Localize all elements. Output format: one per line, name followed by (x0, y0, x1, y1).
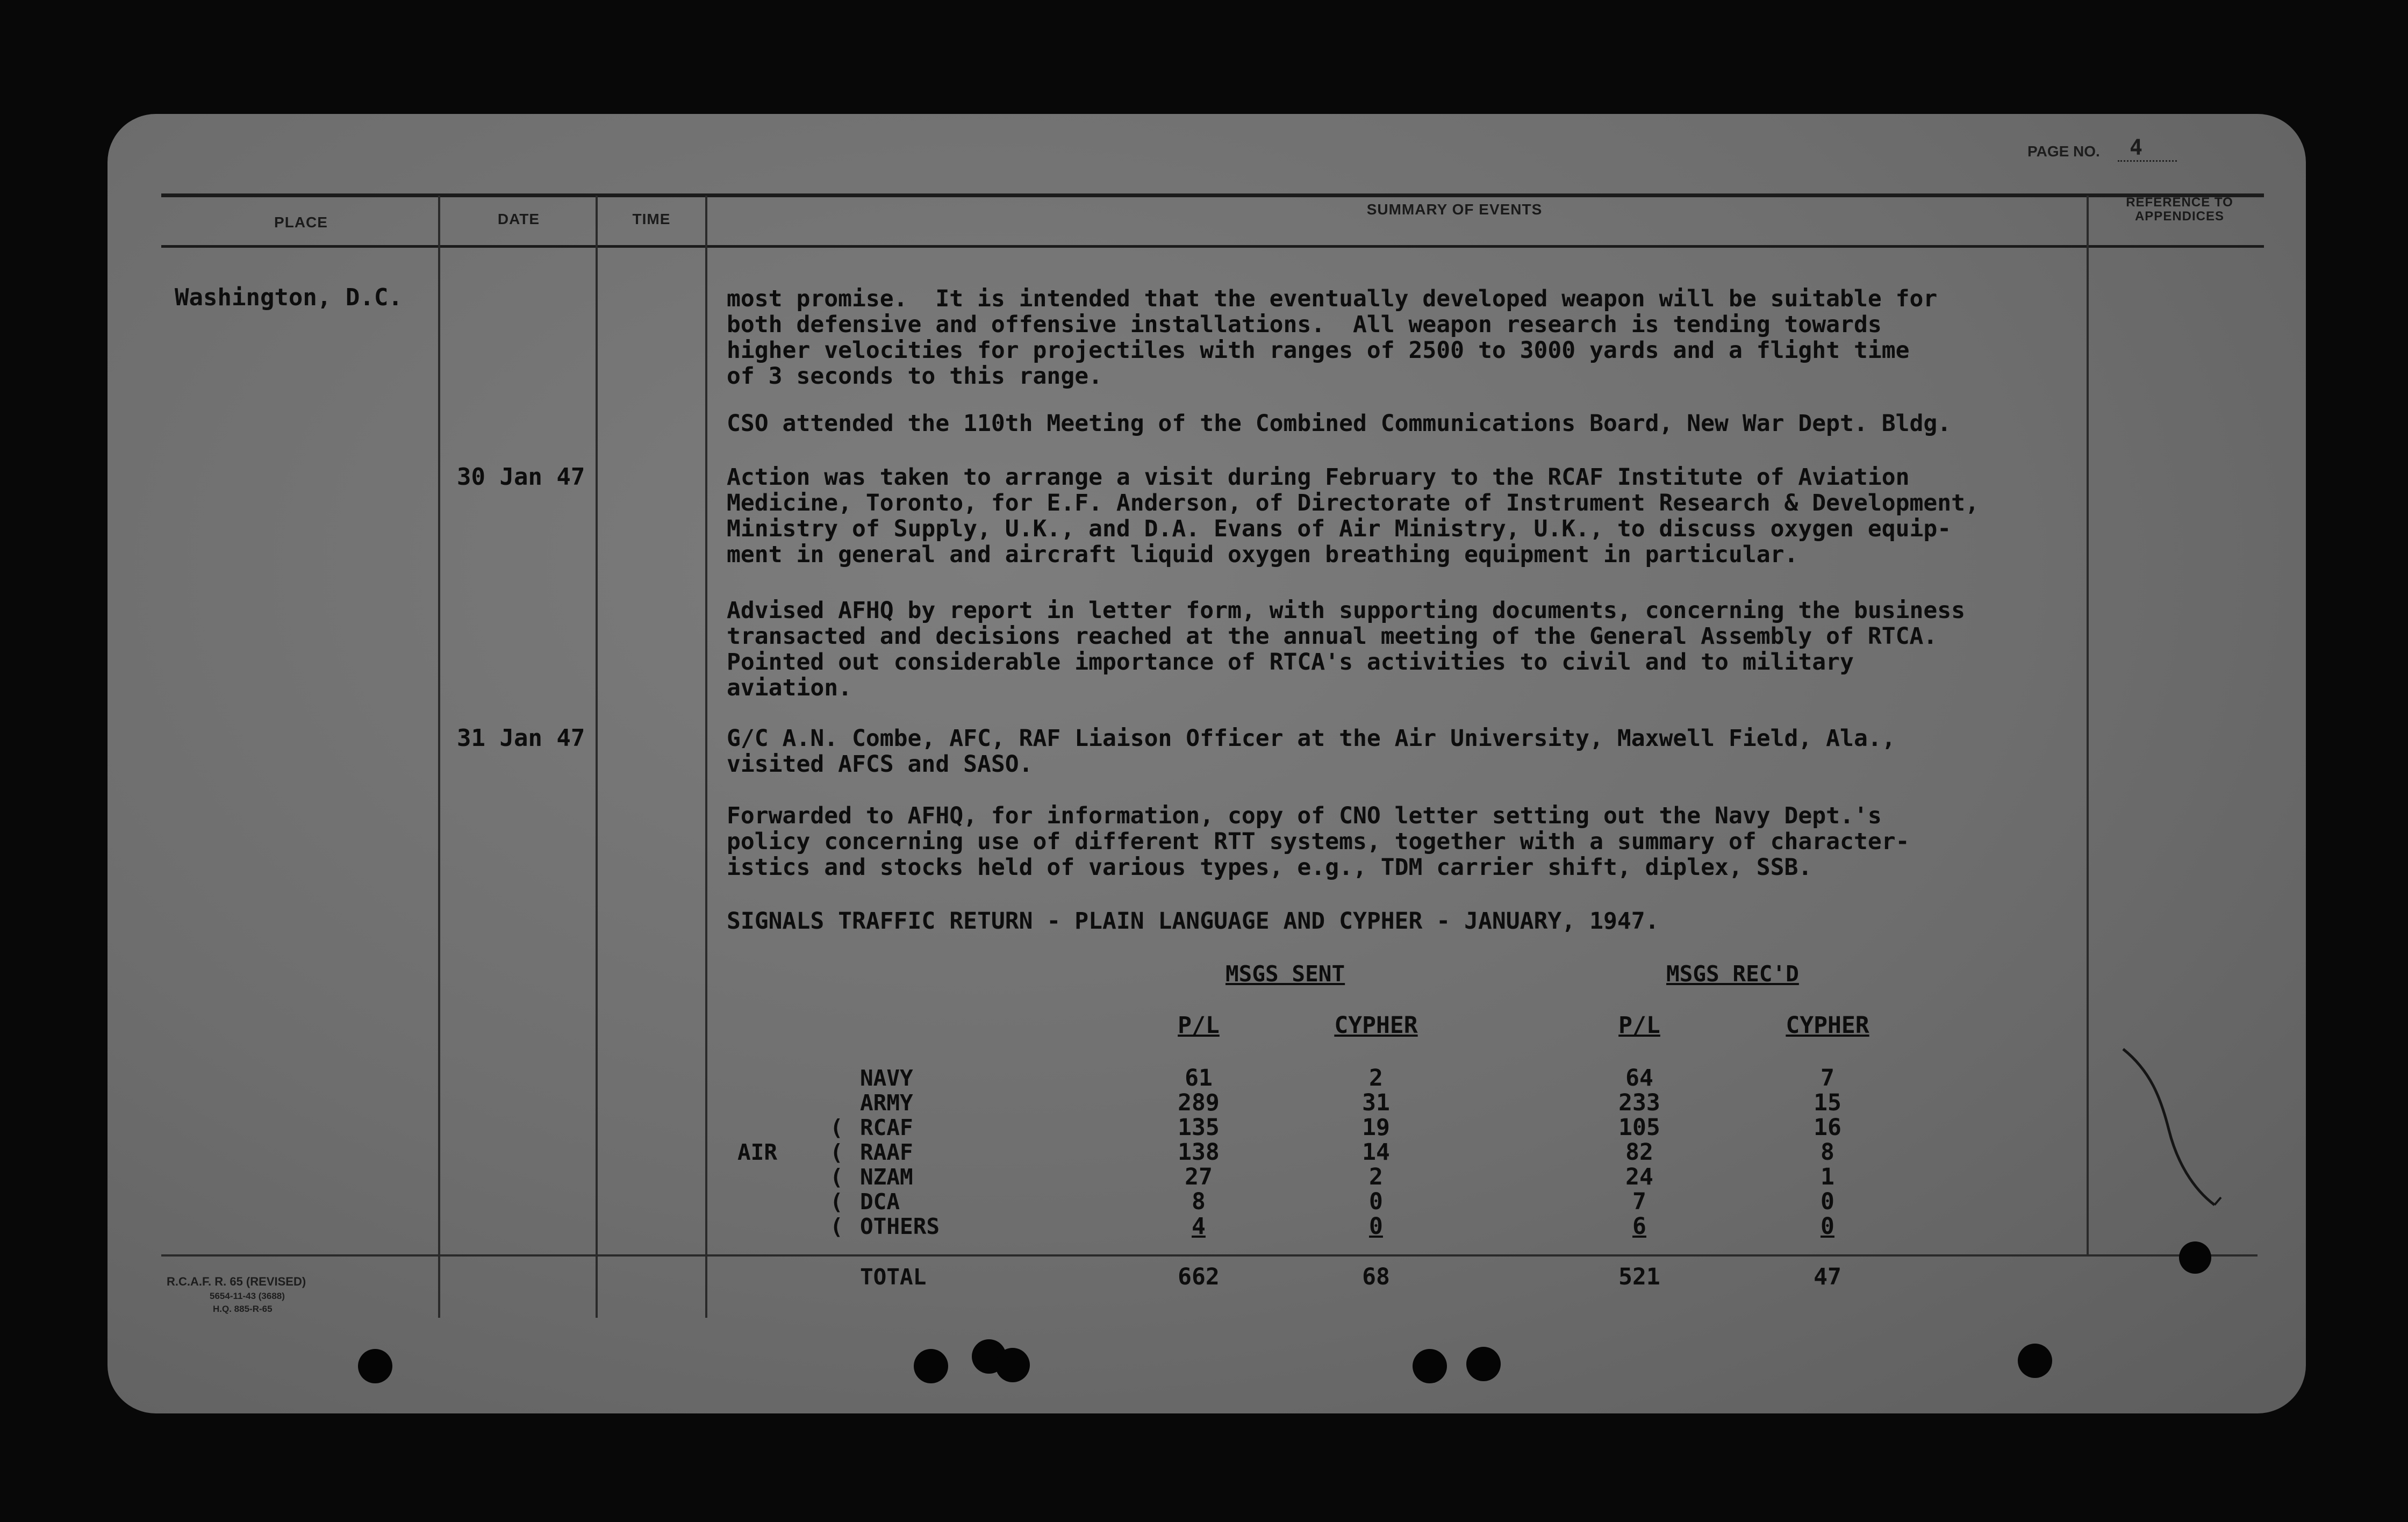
total-recd-pl: 521 (1618, 1263, 1660, 1290)
text-line: Medicine, Toronto, for E.F. Anderson, of Directorate of Instrument Research & Development, (727, 490, 1979, 516)
header-summary: SUMMARY OF EVENTS (1366, 201, 1543, 218)
punch-hole (358, 1349, 392, 1383)
row-label: OTHERS (860, 1214, 940, 1239)
col-sent-pl: P/L (1178, 1012, 1220, 1039)
paragraph-cno-letter (727, 803, 2146, 880)
total-sent-cypher: 68 (1362, 1263, 1390, 1290)
row-label: RAAF (860, 1139, 913, 1165)
form-id-line-2: 5654-11-43 (3688) (210, 1291, 285, 1301)
sent-cypher-value: 14 (1362, 1139, 1390, 1166)
sent-pl-value: 8 (1192, 1188, 1206, 1215)
recd-cypher-value: 0 (1821, 1213, 1834, 1240)
text-line: of 3 seconds to this range. (727, 363, 1102, 390)
place-washington: Washington, D.C. (175, 284, 403, 311)
sent-cypher-value: 2 (1369, 1065, 1383, 1092)
col-sent-cypher: CYPHER (1334, 1012, 1418, 1039)
header-date: DATE (497, 211, 540, 227)
total-recd-cypher: 47 (1814, 1263, 1841, 1290)
row-label: DCA (860, 1189, 900, 1215)
col-divider-date (596, 196, 598, 1318)
bleed-through-text (752, 211, 1141, 235)
page-number-label: PAGE NO. (2027, 143, 2100, 160)
row-label: NZAM (860, 1164, 913, 1190)
paragraph-weapon-research (727, 286, 2146, 389)
text-line: G/C A.N. Combe, AFC, RAF Liaison Officer at the Air University, Maxwell Field, Ala., (727, 725, 1896, 752)
text-line: ment in general and aircraft liquid oxygen breathing equipment in particular. (727, 541, 1798, 568)
recd-cypher-value: 1 (1821, 1164, 1834, 1190)
text-line: SIGNALS TRAFFIC RETURN - PLAIN LANGUAGE AND CYPHER - JANUARY, 1947. (727, 908, 1659, 935)
sent-pl-value: 27 (1185, 1164, 1213, 1190)
header-reference: REFERENCE TO APPENDICES (2126, 195, 2233, 224)
row-label: NAVY (860, 1065, 913, 1091)
recd-cypher-value: 15 (1814, 1089, 1841, 1116)
col-divider-time (705, 196, 707, 1318)
row-bracket: ( (830, 1164, 843, 1190)
form-id-line-3: H.Q. 885-R-65 (213, 1304, 273, 1314)
group-msgs-sent: MSGS SENT (1226, 961, 1345, 987)
sent-cypher-value: 2 (1369, 1164, 1383, 1190)
recd-pl-value: 24 (1625, 1164, 1653, 1190)
punch-hole (2179, 1241, 2211, 1274)
header-top-rule (161, 193, 2264, 197)
paragraph-combe-visit (727, 726, 2146, 777)
text-line: Advised AFHQ by report in letter form, with supporting documents, concerning the business (727, 597, 1966, 624)
recd-cypher-value: 0 (1821, 1188, 1834, 1215)
punch-hole (914, 1349, 948, 1383)
recd-pl-value: 64 (1625, 1065, 1653, 1092)
text-line: Pointed out considerable importance of RTCA's activities to civil and to military (727, 649, 1854, 676)
pencil-mark (2118, 1038, 2225, 1216)
text-line: higher velocities for projectiles with ranges of 2500 to 3000 yards and a flight time (727, 337, 1910, 364)
recd-pl-value: 82 (1625, 1139, 1653, 1166)
recd-cypher-value: 16 (1814, 1114, 1841, 1141)
recd-pl-value: 7 (1632, 1188, 1646, 1215)
header-place: PLACE (274, 214, 328, 231)
page-number-dotline (2118, 160, 2177, 162)
recd-cypher-value: 7 (1821, 1065, 1834, 1092)
text-line: istics and stocks held of various types, e.g., TDM carrier shift, diplex, SSB. (727, 854, 1812, 881)
recd-pl-value: 105 (1618, 1114, 1660, 1141)
header-bottom-rule (161, 245, 2264, 248)
sent-cypher-value: 0 (1369, 1213, 1383, 1240)
recd-pl-value: 233 (1618, 1089, 1660, 1116)
text-line: Action was taken to arrange a visit during February to the RCAF Institute of Aviation (727, 464, 1910, 491)
text-line: Forwarded to AFHQ, for information, copy of CNO letter setting out the Navy Dept.'s (727, 802, 1882, 829)
header-time: TIME (632, 211, 671, 227)
date-31-jan-47: 31 Jan 47 (457, 724, 585, 752)
sent-cypher-value: 31 (1362, 1089, 1390, 1116)
paragraph-traffic-heading (727, 908, 2146, 934)
group-msgs-recd: MSGS REC'D (1666, 961, 1799, 987)
text-line: most promise. It is intended that the eventually developed weapon will be suitable for (727, 285, 1938, 312)
col-recd-cypher: CYPHER (1786, 1012, 1869, 1039)
punch-hole (2018, 1344, 2052, 1378)
text-line: both defensive and offensive installations. All weapon research is tending towards (727, 311, 1882, 338)
footer-rule (161, 1254, 2258, 1257)
paragraph-rcaf-visit (727, 464, 2146, 568)
row-bracket: ( (830, 1189, 843, 1215)
date-30-jan-47: 30 Jan 47 (457, 463, 585, 491)
sent-cypher-value: 19 (1362, 1114, 1390, 1141)
punch-hole (995, 1348, 1030, 1382)
sent-cypher-value: 0 (1369, 1188, 1383, 1215)
row-bracket: ( (830, 1139, 843, 1165)
form-id-line-1: R.C.A.F. R. 65 (REVISED) (167, 1275, 306, 1288)
text-line: visited AFCS and SASO. (727, 751, 1033, 778)
sent-pl-value: 138 (1178, 1139, 1220, 1166)
sent-pl-value: 135 (1178, 1114, 1220, 1141)
punch-hole (1466, 1347, 1501, 1381)
total-label: TOTAL (860, 1264, 927, 1290)
text-line: aviation. (727, 674, 852, 701)
text-line: transacted and decisions reached at the annual meeting of the General Assembly of RTCA. (727, 623, 1938, 650)
text-line: CSO attended the 110th Meeting of the Combined Communications Board, New War Dept. Bldg. (727, 410, 1952, 437)
col-divider-place (438, 196, 440, 1318)
recd-pl-value: 6 (1632, 1213, 1646, 1240)
sent-pl-value: 4 (1192, 1213, 1206, 1240)
text-line: Ministry of Supply, U.K., and D.A. Evans of Air Ministry, U.K., to discuss oxygen equip- (727, 515, 1952, 542)
row-bracket: ( (830, 1214, 843, 1239)
sent-pl-value: 61 (1185, 1065, 1213, 1092)
air-group-label: AIR (737, 1139, 778, 1165)
row-label: RCAF (860, 1115, 913, 1140)
punch-hole (1413, 1349, 1447, 1383)
recd-cypher-value: 8 (1821, 1139, 1834, 1166)
diary-card (108, 114, 2306, 1413)
paragraph-cso-meeting (727, 411, 2146, 436)
row-bracket: ( (830, 1115, 843, 1140)
page-number-value: 4 (2130, 135, 2143, 160)
text-line: policy concerning use of different RTT systems, together with a summary of character- (727, 828, 1910, 855)
paragraph-rtca-report (727, 598, 2146, 701)
sent-pl-value: 289 (1178, 1089, 1220, 1116)
col-recd-pl: P/L (1618, 1012, 1660, 1039)
total-sent-pl: 662 (1178, 1263, 1220, 1290)
row-label: ARMY (860, 1090, 913, 1116)
